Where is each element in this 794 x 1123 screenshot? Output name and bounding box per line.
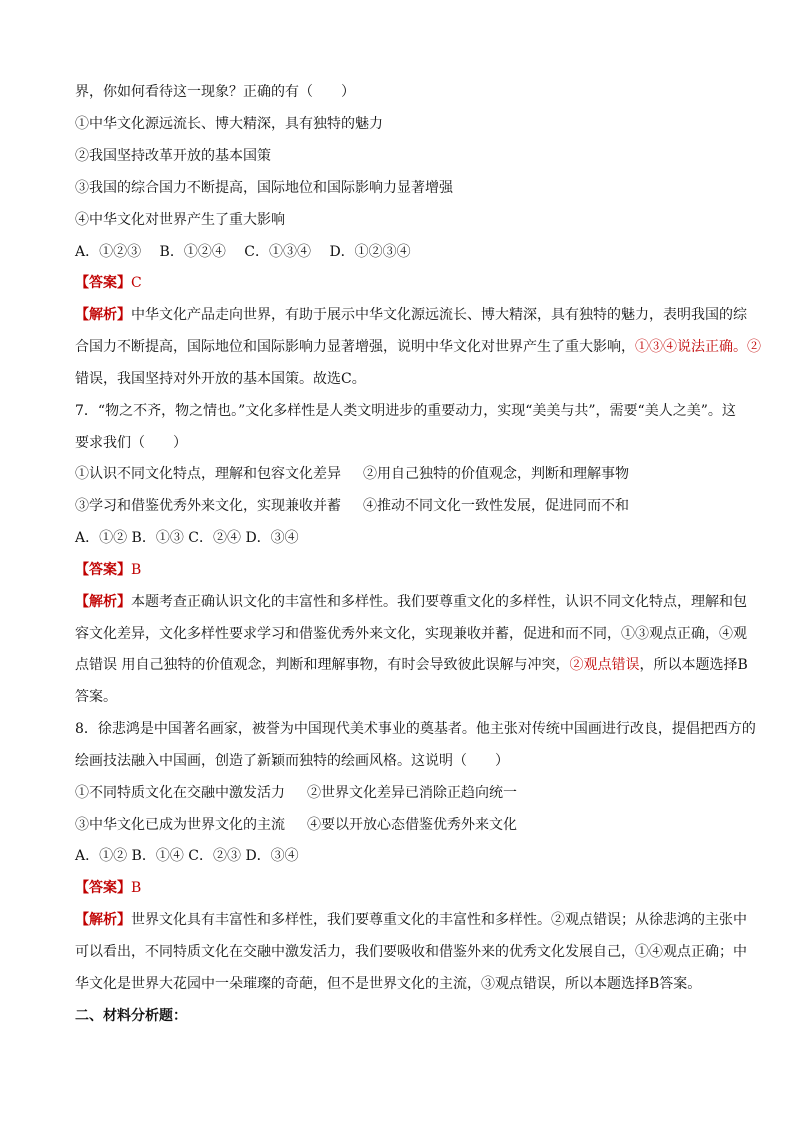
- q8-answer: [75, 878, 141, 898]
- analysis-tag: 【解析】: [75, 594, 131, 610]
- q7-analysis-line-1: 【解析】本题考查正确认识文化的丰富性和多样性。我们要尊重文化的多样性，认识不同文化特点，理解和包: [75, 594, 747, 610]
- q7-analysis-line-2: 容文化差异，文化多样性要求学习和借鉴优秀外来文化，实现兼收并蓄，促进和而不同，①③观点正确，④观: [75, 626, 747, 642]
- q8-options-3-4: ③中华文化已成为世界文化的主流 ④要以开放心态借鉴优秀外来文化: [75, 817, 517, 833]
- answer-tag: 【答案】: [75, 880, 131, 896]
- q6-analysis-line-3: 错误，我国坚持对外开放的基本国策。故选C。: [75, 371, 366, 387]
- q7-options-1-2: ①认识不同文化特点，理解和包容文化差异 ②用自己独特的价值观念，判断和理解事物: [75, 466, 629, 482]
- analysis-tag: 【解析】: [75, 912, 131, 928]
- q7-answer: [75, 560, 141, 580]
- q8-options-1-2: ①不同特质文化在交融中激发活力 ②世界文化差异已消除正趋向统一: [75, 785, 517, 801]
- answer-tag: 【答案】: [75, 562, 131, 578]
- q8-analysis-line-2: 可以看出，不同特质文化在交融中激发活力，我们要吸收和借鉴外来的优秀文化发展自己，①④观点正确；中: [75, 944, 747, 960]
- q8-stem-line-2: 绘画技法融入中国画，创造了新颖而独特的绘画风格。这说明（ ）: [75, 753, 509, 769]
- section-title: 二、材料分析题：: [75, 1008, 187, 1024]
- q6-analysis-line-1: 【解析】中华文化产品走向世界，有助于展示中华文化源远流长、博大精深，具有独特的魅力，表明我国的综: [75, 307, 747, 323]
- q8-analysis-line-1: 【解析】世界文化具有丰富性和多样性，我们要尊重文化的丰富性和多样性。②观点错误；从徐悲鸿的主张中: [75, 912, 747, 928]
- q6-option-1: ①中华文化源远流长、博大精深，具有独特的魅力: [75, 116, 383, 132]
- q7-options-3-4: ③学习和借鉴优秀外来文化，实现兼收并蓄 ④推动不同文化一致性发展，促进同而不和: [75, 498, 629, 514]
- q6-analysis-line-2: 合国力不断提高，国际地位和国际影响力显著增强，说明中华文化对世界产生了重大影响，①③④说法正确。②: [75, 339, 761, 355]
- q6-option-4: ④中华文化对世界产生了重大影响: [75, 212, 285, 228]
- answer-value: B: [131, 562, 142, 578]
- highlighted-text: ①③④说法正确。②: [635, 339, 761, 355]
- q8-analysis-line-3: 华文化是世界大花园中一朵璀璨的奇葩，但不是世界文化的主流，③观点错误，所以本题选择B答案。: [75, 976, 702, 992]
- q6-choices: A．①②③ B．①②④ C．①③④ D．①②③④: [75, 244, 411, 260]
- q7-stem-line-2: 要求我们（ ）: [75, 435, 187, 451]
- q7-analysis-line-4: 答案。: [75, 689, 117, 705]
- q6-option-3: ③我国的综合国力不断提高，国际地位和国际影响力显著增强: [75, 180, 453, 196]
- q6-stem: 界，你如何看待这一现象？正确的有（ ）: [75, 84, 355, 100]
- q8-choices: A．①② B．①④ C．②③ D．③④: [75, 848, 299, 864]
- answer-value: B: [131, 880, 142, 896]
- q7-choices: A．①② B．①③ C．②④ D．③④: [75, 530, 299, 546]
- highlighted-text: ②观点错误: [569, 657, 640, 673]
- answer-tag: 【答案】: [75, 275, 131, 291]
- answer-value: C: [131, 275, 142, 291]
- q6-option-2: ②我国坚持改革开放的基本国策: [75, 148, 271, 164]
- q8-stem-line-1: 8．徐悲鸿是中国著名画家，被誉为中国现代美术事业的奠基者。他主张对传统中国画进行改良，提倡把西方的: [75, 721, 756, 737]
- q7-analysis-line-3: 点错误 用自己独特的价值观念，判断和理解事物，有时会导致彼此误解与冲突，②观点错误，所以本题选择B: [75, 657, 748, 673]
- q7-stem-line-1: 7．“物之不齐，物之情也。”文化多样性是人类文明进步的重要动力，实现“美美与共”，需要“美人之美”。这: [75, 403, 736, 419]
- q6-answer: [75, 273, 142, 293]
- analysis-tag: 【解析】: [75, 307, 131, 323]
